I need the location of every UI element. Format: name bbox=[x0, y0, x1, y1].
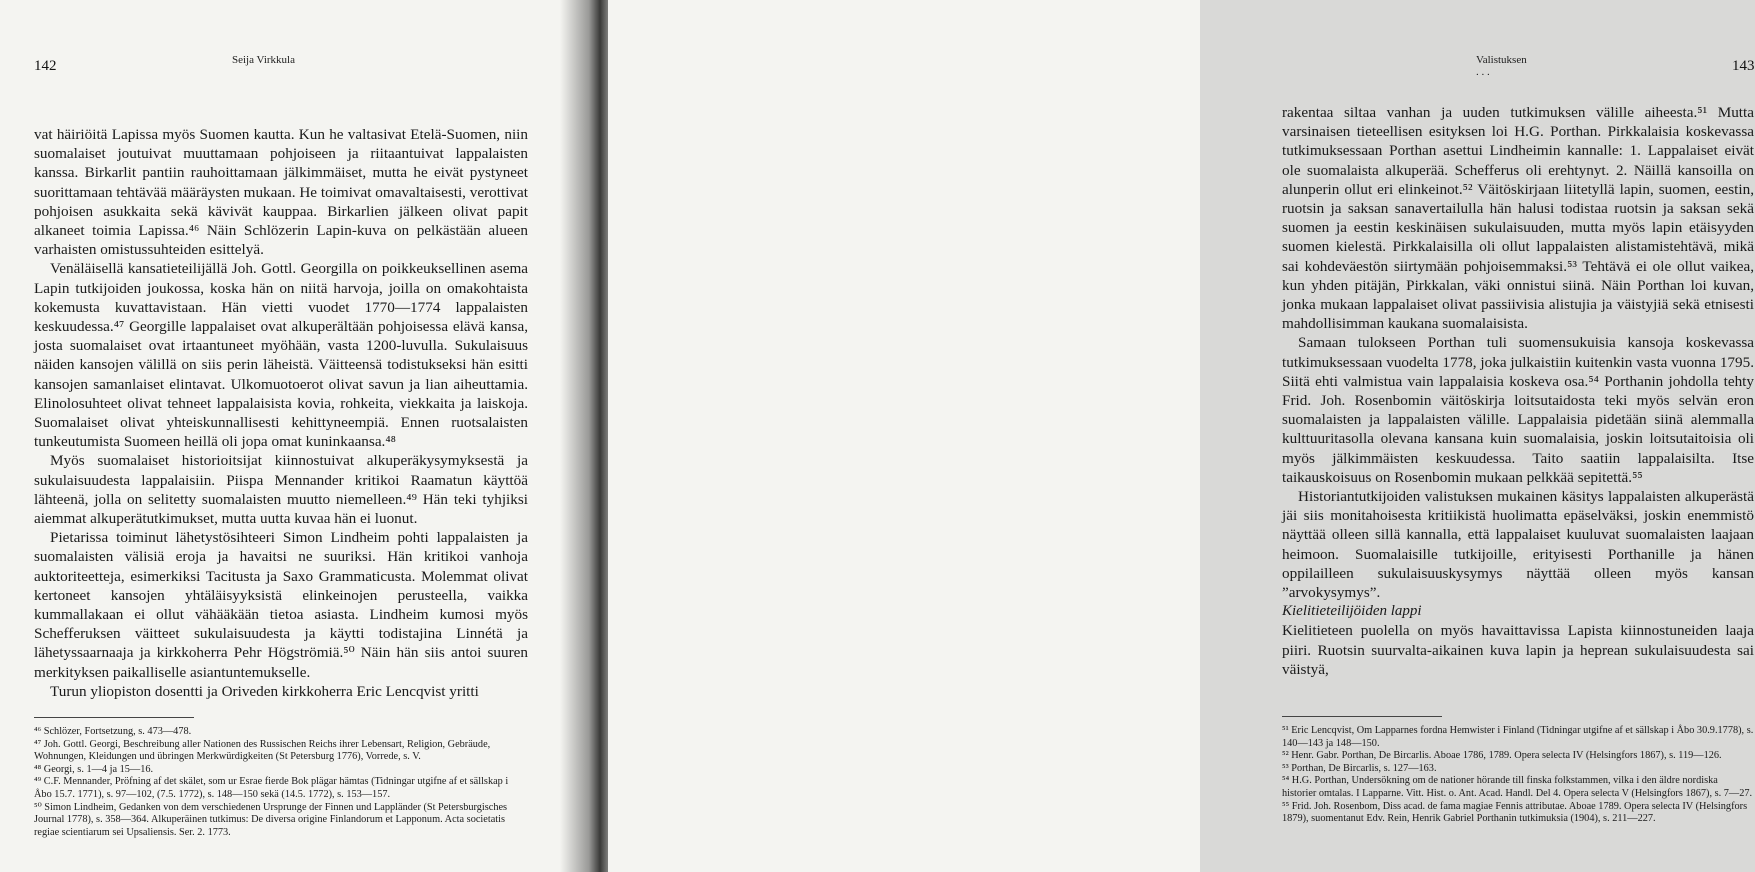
footnote: ⁴⁶ Schlözer, Fortsetzung, s. 473—478. bbox=[34, 726, 192, 737]
footnote: ⁴⁹ C.F. Mennander, Pröfning af det skälet, som ur Esrae fierde Bok plägar hämtas (Tidningar utgifne af et sällskap i Åbo 15.7. 1771), s. 97—102, (7.5. 1772), s. 148—150 sekä (14.5. 1772), s. 153—157. bbox=[34, 776, 509, 800]
footnote: ⁵³ Porthan, De Bircarlis, s. 127—163. bbox=[1282, 762, 1437, 774]
right-footnotes bbox=[1282, 716, 1754, 826]
footnote: ⁵⁵ Frid. Joh. Rosenbom, Diss acad. de fama magiae Fennis attributae. Aboae 1789. Opera selecta IV (Helsingfors 1879), suomentanut Edv. Rein, Henrik Gabriel Porthanin tutkimuksia (1904), s. 211—227. bbox=[1282, 800, 1748, 825]
paragraph: rakentaa siltaa vanhan ja uuden tutkimuksen välille aiheesta.⁵¹ Mutta varsinaisen tieteellisen esityksen loi H.G. Porthan. Pirkkalaisia koskevassa tutkimuksessaan Porthan asettui Lindheimin kannalle: 1. Lappalaiset eivät ole suomalaista alkuperää. Schefferus oli erehtynyt. 2. Näillä kansoilla on alunperin ollut eri elinkeinot.⁵² Väitöskirjaan liitetyllä lapin, suomen, eestin, ruotsin ja saksan sanavertailulla hän halusi todistaa ruotsin ja saksan sekä suomen ja eestin keskinäisen sukulaisuuden, mutta myös lapin etäisyyden suomen kielestä. Pirkkalaisilla oli ollut lappalaisten alistamistehtävä, mikä sai kohdeväestön siirtymään pohjoisemmaksi.⁵³ Tehtävä ei ole ollut vaikea, kun yhden pitäjän, Pirkkalan, väki onnistui siinä. Näin Porthan loi kuvan, jonka mukaan lappalaiset olivat passiivisia alistujia ja väistyjiä sekä etnisesti mahdollisimman kaukana suomalaisista. bbox=[1282, 104, 1754, 333]
footnote-rule bbox=[1282, 716, 1442, 717]
footnote: ⁵⁴ H.G. Porthan, Undersökning om de nationer hörande till finska folkstammen, vilka i den äldre nordiska historier omtalas. I Lapparne. Vitt. Hist. o. Ant. Acad. Handl. Del 4. Opera selecta V (Helsingfors 1867), s. 7—27. bbox=[1282, 775, 1753, 799]
footnote: ⁵² Henr. Gabr. Porthan, De Bircarlis. Aboae 1786, 1789. Opera selecta IV (Helsingfors 1867), s. 119—126. bbox=[1282, 750, 1722, 762]
paragraph: Kielitieteen puolella on myös havaittavissa Lapista kiinnostuneiden laaja piiri. Ruotsin suurvalta-aikainen kuva lapin ja heprean sukulaisuudesta sai väistyä, bbox=[1282, 622, 1754, 678]
paragraph: Samaan tulokseen Porthan tuli suomensukuisia kansoja koskevassa tutkimuksessaan vuodelta 1778, joka julkaistiin kuitenkin vasta vuonna 1795. Siitä ehti valmistua vain lappalaisia koskeva osa.⁵⁴ Porthanin johdolla tehty Frid. Joh. Rosenbomin väitöskirja loitsutaidosta teki myös selvän eron suomalaisten ja lappalaisten välille. Lappalaisia pidetään siinä alemmalla kulttuuritasolla olevana kansana kuin suomalaisia, joskin loitsutaitoisia oli myös jälkimmäisten keskuudessa. Taito saatiin lappalaisilta. Itse taikauskoisuus on Rosenbomin mukaan pelkkää sepitettä.⁵⁵ bbox=[1282, 334, 1754, 486]
footnote: ⁴⁸ Georgi, s. 1—4 ja 15—16. bbox=[34, 763, 154, 775]
section-heading: Kielitieteilijöiden lappi bbox=[1282, 603, 1422, 620]
page-number-right: 143 bbox=[1732, 58, 1755, 74]
paragraph: vat häiriöitä Lapissa myös Suomen kautta. Kun he valtasivat Etelä-Suomen, niin suomalaiset joutuivat muuttamaan pohjoiseen ja riitaantuivat lappalaisten kanssa. Birkarlit pantiin rauhoittamaan jälkimmäiset, mutta he eivät pystyneet suorittamaan tehtävää määräysten mukaan. He toimivat omavaltaisesti, verottivat pohjoisen asukkaita sekä kävivät kauppaa. Birkarlien jälkeen olivat papit alkaneet toimia Lapissa.⁴⁶ Näin Schlözerin Lapin-kuva on pelkästään alueen varhaisten omistussuhteiden esittelyä. bbox=[34, 126, 528, 259]
right-body-text bbox=[1282, 103, 1754, 679]
paragraph: Venäläisellä kansatieteilijällä Joh. Gottl. Georgilla on poikkeuksellinen asema Lapin tutkijoiden joukossa, koska hän on niitä harvoja, joilla on omakohtaista kokemusta kuvattavistaan. Hän vietti vuodet 1770—1774 lappalaisten keskuudessa.⁴⁷ Georgille lappalaiset ovat alkuperältään pohjoisessa elävä kansa, josta suomalaiset ovat irtaantuneet myöhään, vasta 1200-luvulla. Sukulaisuus näiden kansojen välillä on siis perin läheistä. Väitteensä todistukseksi hän esitti kansojen samanlaiset elintavat. Ulkomuotoerot olivat savun ja lian aiheuttamia. Elinolosuhteet olivat tehneet lappalaisista kovia, rohkeita, viekkaita ja laiskoja. Suomalaiset olivat yhteiskunnallisesti kehittyneempiä. Ennen ruotsalaisten tunkeutumista Suomeen heillä oli jopa omat kuninkaansa.⁴⁸ bbox=[34, 260, 528, 451]
footnote-rule bbox=[34, 717, 194, 718]
running-head-right: Valistuksen . . . bbox=[1476, 54, 1527, 78]
paragraph: Historiantutkijoiden valistuksen mukainen käsitys lappalaisten alkuperästä jäi siis monitahoisesta kritiikistä huolimatta epäselväksi, joskin enemmistö näyttää olleen sillä kannalla, että lappalaiset kuuluvat suomalaisten laajaan heimoon. Suomalaisille tutkijoille, erityisesti Porthanille ja hänen oppilailleen sukulaisuuskysymys näyttää olleen myös kansan ”arvokysymys”. bbox=[1282, 488, 1754, 602]
paragraph: Pietarissa toiminut lähetystösihteeri Simon Lindheim pohti lappalaisten ja suomalaisten välisiä eroja ja havaitsi ne suuriksi. Hän kritikoi vanhoja auktoriteetteja, esimerkiksi Tacitusta ja Saxo Grammaticusta. Molemmat olivat kertoneet kansojen yhtäläisyyksistä elinkeinojen perusteella, vaikka kummallakaan ei ollut vähääkään tietoa asiasta. Lindheim kumosi myös Schefferuksen väitteet sukulaisuudesta ja käytti todistajina Linnétä ja lähetyssaarnaaja ja kirkkoherra Pehr Högströmiä.⁵⁰ Näin hän siis antoi suuren merkityksen paikalliselle asiantuntemukselle. bbox=[34, 529, 528, 681]
paragraph: Turun yliopiston dosentti ja Oriveden kirkkoherra Eric Lencqvist yritti bbox=[50, 682, 479, 700]
page-number-left: 142 bbox=[34, 58, 57, 74]
left-body-text bbox=[34, 125, 528, 701]
right-page bbox=[608, 0, 1755, 872]
footnote: ⁵⁰ Simon Lindheim, Gedanken von dem verschiedenen Ursprunge der Finnen und Lappländer (St Petersburgisches Journal 1778), s. 358—364. Alkuperäinen tutkimus: De diversa origine Finlandorum et Lapponum. Acta societatis regiae scientiarum sei Upsaliensis. Ser. 2. 1773. bbox=[34, 801, 508, 838]
paragraph: Myös suomalaiset historioitsijat kiinnostuivat alkuperäkysymyksestä ja sukulaisuudesta lappalaisiin. Piispa Mennander kritikoi Raamatun käyttöä lähteenä, jolla on selitetty suomalaisten muutto niemelleen.⁴⁹ Hän teki tyhjiksi aiemmat alkuperätutkimukset, mutta uutta kuvaa hän ei luonut. bbox=[34, 452, 528, 528]
left-footnotes bbox=[34, 717, 528, 839]
left-page bbox=[0, 0, 592, 872]
running-head-left: Seija Virkkula bbox=[232, 54, 295, 66]
footnote: ⁴⁷ Joh. Gottl. Georgi, Beschreibung aller Nationen des Russischen Reichs ihrer Lebensart, Religion, Gebräude, Wohnungen, Kleidungen und übringen Merkwürdigkeiten (St Petersburg 1776), Vorrede, s. V. bbox=[34, 738, 491, 763]
footnote: ⁵¹ Eric Lencqvist, Om Lapparnes fordna Hemwister i Finland (Tidningar utgifne af et sällskap i Åbo 30.9.1778), s. 140—143 ja 148—150. bbox=[1282, 725, 1754, 749]
